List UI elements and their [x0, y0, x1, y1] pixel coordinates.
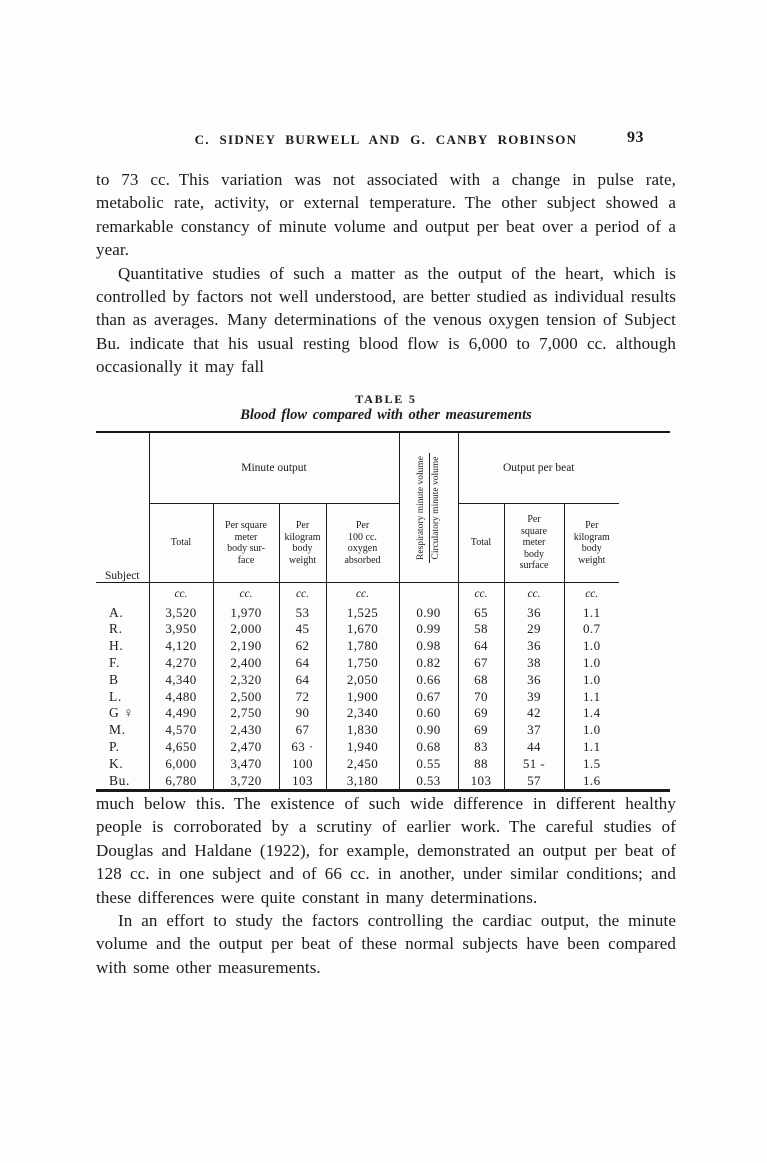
group-header-row: [96, 433, 619, 504]
cell-value: 1,830: [326, 722, 399, 739]
cell-value: 0.98: [399, 638, 458, 655]
page-number: 93: [627, 129, 644, 146]
cell-value: 53: [279, 604, 326, 621]
cell-subject: G ♀: [96, 705, 149, 722]
cell-value: 2,320: [213, 671, 279, 688]
cell-value: 6,780: [149, 772, 213, 789]
col-header-ob-per-kg: Per kilogram body weight: [564, 504, 619, 583]
col-header-ob-per-m2: Per square meter body surface: [504, 504, 564, 583]
unit-cell: cc.: [213, 583, 279, 605]
cell-value: 64: [279, 671, 326, 688]
cell-value: 64: [279, 655, 326, 672]
paragraph-3: much below this. The existence of such wide difference in different healthy people is corroborated by a scrutiny of earlier work. The careful studies of Douglas and Haldane (1922), for example, demonstrated an output per beat of 128 cc. in one subject and of 66 cc. in another, under similar conditions; and these differences were quite constant in many determinations.: [96, 793, 676, 907]
paragraph-4: In an effort to study the factors controlling the cardiac output, the minute volume and the output per beat of these normal subjects have been compared with some other measurements.: [96, 910, 676, 977]
table-row: [96, 671, 619, 688]
cell-value: 57: [504, 772, 564, 789]
table-row: [96, 772, 619, 789]
table-wrapper: [96, 431, 670, 792]
cell-value: 90: [279, 705, 326, 722]
col-header-ob-total: Total: [458, 504, 504, 583]
cell-value: 36: [504, 638, 564, 655]
cell-value: 72: [279, 688, 326, 705]
ratio-fraction: [400, 435, 458, 581]
cell-value: 4,340: [149, 671, 213, 688]
col-header-mo-per-kg: Per kilogram body weight: [279, 504, 326, 583]
subheader-row: [96, 504, 619, 583]
cell-value: 0.90: [399, 722, 458, 739]
unit-cell: cc.: [585, 587, 599, 600]
cell-subject: Bu.: [96, 772, 149, 789]
cell-value: 1,670: [326, 621, 399, 638]
cell-value: 42: [504, 705, 564, 722]
table-row: [96, 688, 619, 705]
cell-value: 1.0: [583, 671, 601, 687]
cell-value: 6,000: [149, 755, 213, 772]
unit-cell: cc.: [458, 583, 504, 605]
cell-value: 103: [458, 772, 504, 789]
cell-value: 0.68: [399, 739, 458, 756]
cell-value: 58: [458, 621, 504, 638]
unit-cell: cc.: [149, 583, 213, 605]
cell-value: 1.1: [583, 738, 601, 754]
unit-cell: cc.: [504, 583, 564, 605]
paragraph-2: Quantitative studies of such a matter as the output of the heart, which is controlled by factors not well understood, are better studied as individual results than as averages. Many determinations of the venous oxygen tension of Subject Bu. indicate that his usual resting blood flow is 6,000 to 7,000 cc. although occasionally it may fall: [96, 263, 676, 377]
cell-value: 1.0: [583, 638, 601, 654]
unit-cell: [96, 583, 149, 605]
cell-subject: B: [96, 671, 149, 688]
cell-value: 1,750: [326, 655, 399, 672]
cell-value: 0.90: [399, 604, 458, 621]
cell-value: 100: [279, 755, 326, 772]
table-row: [96, 755, 619, 772]
cell-value: 2,470: [213, 739, 279, 756]
running-head-title: C. SIDNEY BURWELL AND G. CANBY ROBINSON: [194, 132, 578, 147]
col-header-mo-per-m2: Per square meter body sur- face: [213, 504, 279, 583]
cell-subject: R.: [96, 621, 149, 638]
table-row: [96, 722, 619, 739]
running-head: [96, 131, 676, 149]
units-row: [96, 583, 619, 605]
cell-value: 2,450: [326, 755, 399, 772]
cell-value: 37: [504, 722, 564, 739]
cell-value: 1.4: [583, 705, 601, 721]
table-label: TABLE 5: [355, 391, 417, 406]
cell-value: 3,180: [326, 772, 399, 789]
cell-value: 1,970: [213, 604, 279, 621]
cell-value: 44: [504, 739, 564, 756]
cell-value: 0.99: [399, 621, 458, 638]
cell-value: 38: [504, 655, 564, 672]
table-row: [96, 638, 619, 655]
cell-value: 67: [279, 722, 326, 739]
cell-value: 4,270: [149, 655, 213, 672]
cell-subject: K.: [96, 755, 149, 772]
cell-value: 2,050: [326, 671, 399, 688]
cell-value: 1,900: [326, 688, 399, 705]
cell-value: 83: [458, 739, 504, 756]
cell-value: 2,000: [213, 621, 279, 638]
cell-value: 2,500: [213, 688, 279, 705]
col-header-mo-per-100cc: Per 100 cc. oxygen absorbed: [326, 504, 399, 583]
cell-value: 3,950: [149, 621, 213, 638]
cell-value: 1.0: [583, 654, 601, 670]
cell-value: 3,470: [213, 755, 279, 772]
table-row: [96, 739, 619, 756]
cell-value: 103: [279, 772, 326, 789]
cell-value: 88: [458, 755, 504, 772]
cell-subject: P.: [96, 739, 149, 756]
cell-value: 63 ·: [279, 739, 326, 756]
cell-subject: M.: [96, 722, 149, 739]
cell-value: 4,120: [149, 638, 213, 655]
cell-value: 2,750: [213, 705, 279, 722]
cell-value: 36: [504, 671, 564, 688]
cell-value: 0.67: [399, 688, 458, 705]
cell-value: 2,430: [213, 722, 279, 739]
col-header-subject: Subject: [96, 433, 149, 583]
table-row: [96, 621, 619, 638]
cell-value: 68: [458, 671, 504, 688]
cell-value: 4,480: [149, 688, 213, 705]
cell-value: 36: [504, 604, 564, 621]
blood-flow-table: [96, 433, 619, 789]
cell-value: 1.1: [583, 604, 601, 620]
cell-value: 45: [279, 621, 326, 638]
cell-value: 29: [504, 621, 564, 638]
cell-value: 0.82: [399, 655, 458, 672]
ratio-numerator: Respiratory minute volume: [416, 453, 430, 563]
ratio-denominator: Circulatory minute volume: [430, 456, 441, 560]
cell-value: 64: [458, 638, 504, 655]
cell-value: 1.6: [583, 772, 601, 788]
unit-cell: [399, 583, 458, 605]
text-column: [96, 131, 676, 979]
cell-value: 2,400: [213, 655, 279, 672]
cell-subject: L.: [96, 688, 149, 705]
cell-value: 51 -: [504, 755, 564, 772]
table-row: [96, 604, 619, 621]
cell-subject: H.: [96, 638, 149, 655]
cell-subject: F.: [96, 655, 149, 672]
table-caption: Blood flow compared with other measurements: [240, 406, 532, 423]
cell-value: 69: [458, 705, 504, 722]
cell-value: 1,780: [326, 638, 399, 655]
cell-value: 0.7: [583, 621, 601, 637]
col-header-ratio: [399, 433, 458, 583]
cell-value: 4,490: [149, 705, 213, 722]
col-group-minute-output: Minute output: [149, 433, 399, 504]
cell-value: 67: [458, 655, 504, 672]
cell-value: 62: [279, 638, 326, 655]
cell-value: 4,570: [149, 722, 213, 739]
cell-value: 1.0: [583, 722, 601, 738]
cell-value: 2,190: [213, 638, 279, 655]
cell-value: 0.66: [399, 671, 458, 688]
table-5-block: [96, 392, 676, 792]
cell-value: 1.1: [583, 688, 601, 704]
cell-value: 0.60: [399, 705, 458, 722]
cell-value: 1,940: [326, 739, 399, 756]
cell-value: 1.5: [583, 755, 601, 771]
cell-value: 0.53: [399, 772, 458, 789]
cell-value: 1,525: [326, 604, 399, 621]
cell-value: 70: [458, 688, 504, 705]
cell-value: 65: [458, 604, 504, 621]
table-row: [96, 655, 619, 672]
cell-subject: A.: [96, 604, 149, 621]
col-header-mo-total: Total: [149, 504, 213, 583]
unit-cell: cc.: [279, 583, 326, 605]
unit-cell: cc.: [326, 583, 399, 605]
cell-value: 2,340: [326, 705, 399, 722]
paragraph-1: to 73 cc. This variation was not associated with a change in pulse rate, metabolic rate, activity, or external temperature. The other subject showed a remarkable constancy of minute volume and output per beat over a period of a year.: [96, 170, 676, 260]
col-group-output-per-beat: Output per beat: [458, 433, 619, 504]
cell-value: 69: [458, 722, 504, 739]
cell-value: 3,520: [149, 604, 213, 621]
table-row: [96, 705, 619, 722]
cell-value: 0.55: [399, 755, 458, 772]
cell-value: 4,650: [149, 739, 213, 756]
cell-value: 3,720: [213, 772, 279, 789]
cell-value: 39: [504, 688, 564, 705]
